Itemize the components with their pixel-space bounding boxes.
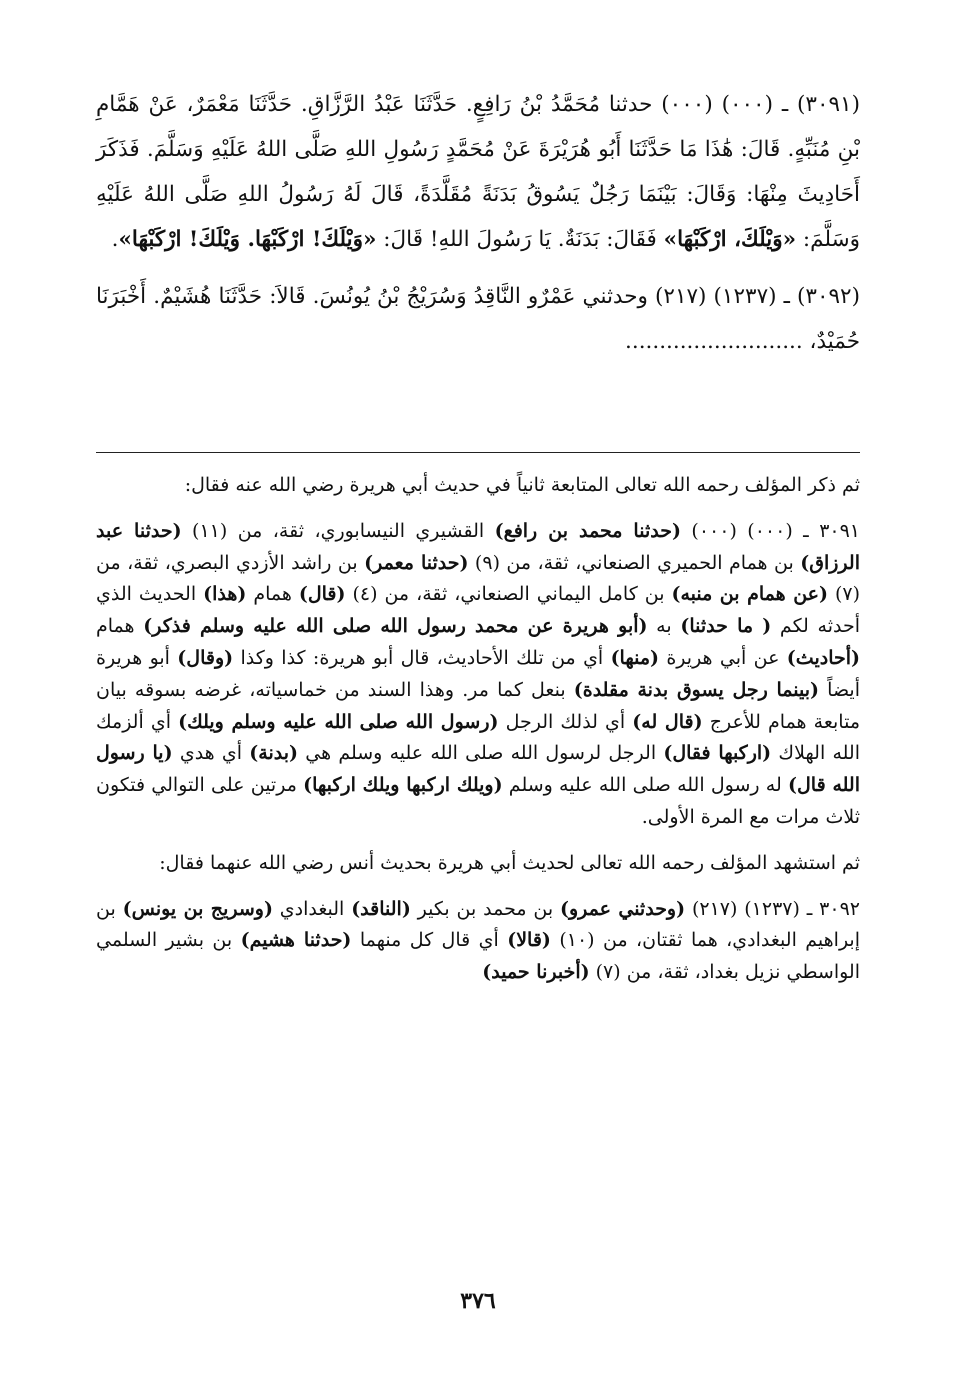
text-run: همام <box>246 583 299 606</box>
bold-quoted-text: «وَيْلَكَ، ارْكَبْهَا» <box>663 227 797 252</box>
commentary-transition-paragraph <box>96 848 860 880</box>
text-run: بن كامل اليماني الصنعاني، ثقة، من (٤) <box>345 583 672 606</box>
text-run: البغدادي <box>272 897 352 920</box>
text-run: مرتين على التوالي فتكون ثلاث مرات مع المرة الأولى. <box>96 774 860 828</box>
bold-quoted-text: (حدثنا هشيم) <box>240 929 352 952</box>
text-run: بن إبراهيم البغدادي، هما ثقتان، من (١٠) <box>96 897 860 952</box>
bold-quoted-text: (وحدثني عمرو) <box>559 897 686 920</box>
text-run: بن بشير السلمي الواسطي نزيل بغداد، ثقة، من (٧) <box>96 929 860 984</box>
hadith-3092-paragraph <box>96 274 860 364</box>
text-run: ثم ذكر المؤلف رحمه الله تعالى المتابعة ثانياً في حديث أبي هريرة رضي الله عنه فقال: <box>184 474 860 496</box>
bold-quoted-text: (يا رسول الله قال) <box>96 742 860 797</box>
text-run: الرجل لرسول الله صلى الله عليه وسلم هي <box>298 742 664 765</box>
page-number: ٣٧٦ <box>460 1288 496 1314</box>
bold-quoted-text: (الناقد) <box>351 897 411 920</box>
bold-quoted-text: (وسريج بن يونس) <box>122 897 273 920</box>
bold-quoted-text: (أخبرنا حميد) <box>482 961 590 984</box>
bold-quoted-text: (اركبها فقال) <box>663 742 772 765</box>
text-run: همام <box>96 615 144 638</box>
hadith-text-block <box>96 82 860 364</box>
bold-quoted-text: (وقال) <box>177 646 234 669</box>
text-run: أي لذلك الرجل <box>498 710 633 733</box>
hadith-3091-paragraph <box>96 82 860 262</box>
bold-quoted-text: (بدنة) <box>249 742 299 765</box>
text-run: بنعل كما مر. وهذا السند من خماسياته، غرضه بسوقه بيان متابعة همام للأعرج <box>96 678 861 733</box>
bold-quoted-text: (أحاديث) <box>786 646 860 669</box>
text-run: أي قال كل منهما <box>351 929 508 952</box>
text-run: بن همام الحميري الصنعاني، ثقة، من (٩) <box>468 551 801 574</box>
commentary-block <box>96 470 860 989</box>
bold-quoted-text: (حدثنا محمد بن رافع) <box>494 519 681 542</box>
bold-quoted-text: (منها) <box>610 646 659 669</box>
bold-quoted-text: (قالا) <box>507 929 551 952</box>
bold-quoted-text: (حدثنا عبد الرزاق) <box>96 519 860 574</box>
text-run: له رسول الله صلى الله عليه وسلم <box>502 774 788 797</box>
text-run: (٣٠٩١) ـ (٠٠٠) (٠٠٠) حدثنا مُحَمَّدُ بْنُ رَافِعٍ. حَدَّثَنَا عَبْدُ الرَّزَّاقِ. حَدَّثَنَا مَعْمَرٌ، عَنْ هَمَّامِ بْنِ مُنَبِّهٍ. قَالَ: هَٰذَا مَا حَدَّثَنَا أَبُو هُرَيْرَةَ عَنْ مُحَمَّدٍ رَسُولِ اللهِ صَلَّى اللهُ عَلَيْهِ وَسَلَّمَ. فَذَكَرَ أَحَادِيثَ مِنْهَا: وَقَالَ: بَيْنَمَا رَجُلٌ يَسُوقُ بَدَنَةً مُقَلَّدَةً، قَالَ لَهُ رَسُولُ اللهِ صَلَّى اللهُ عَلَيْهِ وَسَلَّمَ: <box>96 92 860 252</box>
bold-quoted-text: (بينما رجل يسوق بدنة مقلدة) <box>573 678 820 701</box>
text-run: ٣٠٩٢ ـ (١٢٣٧) (٢١٧) <box>685 897 860 920</box>
text-run: أبو هريرة أيضاً <box>96 646 860 701</box>
text-run: ثم استشهد المؤلف رحمه الله تعالى لحديث أبي هريرة بحديث أنس رضي الله عنهما فقال: <box>159 851 860 874</box>
text-run: . <box>111 227 119 252</box>
commentary-3091-paragraph <box>96 516 860 834</box>
commentary-intro-paragraph <box>96 470 860 502</box>
commentary-3092-paragraph <box>96 894 860 989</box>
bold-quoted-text: (حدثنا معمر) <box>364 551 469 574</box>
bold-quoted-text: (أبو هريرة عن محمد رسول الله صلى الله عليه وسلم فذكر) <box>143 615 648 638</box>
bold-quoted-text: (رسول الله صلى الله عليه وسلم ويلك) <box>178 710 499 733</box>
bold-quoted-text: ( ما حدثنا) <box>680 615 772 638</box>
footnote-separator-line <box>96 452 860 453</box>
text-run: القشيري النيسابوري، ثقة، من (١١) <box>181 519 495 542</box>
bold-quoted-text: (ويلك اركبها ويلك اركبها) <box>303 774 503 797</box>
text-run: فَقَالَ: بَدَنَةٌ. يَا رَسُولَ اللهِ! قَالَ: <box>376 227 664 252</box>
bold-quoted-text: (قال) <box>298 583 346 606</box>
text-run: به <box>647 615 681 638</box>
bold-quoted-text: «وَيْلَكَ! ارْكَبْهَا. وَيْلَكَ! ارْكَبْهَا» <box>118 227 377 252</box>
text-run: (٣٠٩٢) ـ (١٢٣٧) (٢١٧) وحدثني عَمْرٌو النَّاقِدُ وَسُرَيْجُ بْنُ يُونُسَ. قَالاَ: حَدَّثَنَا هُشَيْمٌ. أَخْبَرَنَا حُمَيْدٌ، .......................... <box>96 284 860 354</box>
text-run: بن محمد بن بكير <box>410 897 560 920</box>
text-run: عن أبي هريرة <box>659 646 787 669</box>
bold-quoted-text: (عن همام بن منبه) <box>671 583 828 606</box>
text-run: الحديث الذي أحدثه لكم <box>96 583 860 638</box>
text-run: أي من تلك الأحاديث، قال أبو هريرة: كذا وكذا <box>233 646 611 669</box>
bold-quoted-text: (قال له) <box>632 710 703 733</box>
text-run: ٣٠٩١ ـ (٠٠٠) (٠٠٠) <box>680 519 861 542</box>
bold-quoted-text: (هذا) <box>203 583 247 606</box>
text-run: أي هدي <box>172 742 250 765</box>
text-run: بن راشد الأزدي البصري، ثقة، من (٧) <box>96 551 860 606</box>
text-run: أي ألزمك الله الهلاك <box>96 710 861 765</box>
